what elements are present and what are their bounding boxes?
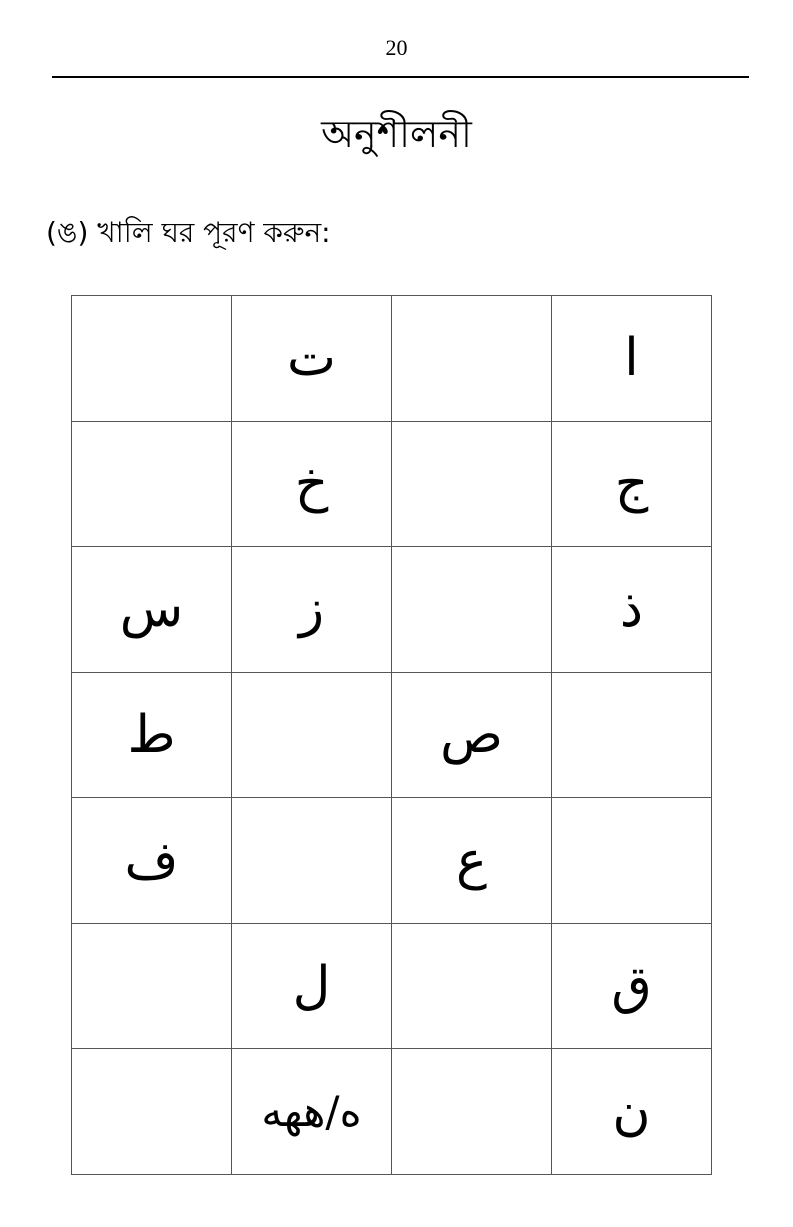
grid-cell[interactable]: ص [392, 672, 552, 798]
grid-cell[interactable]: ع [392, 798, 552, 924]
page-title: অনুশীলনী [321, 112, 472, 156]
grid-row [72, 923, 712, 1049]
grid-cell[interactable]: ق [552, 923, 712, 1049]
grid-row [72, 798, 712, 924]
grid-cell[interactable] [392, 547, 552, 673]
grid-cell[interactable]: ن [552, 1049, 712, 1175]
grid-cell[interactable]: ف [72, 798, 232, 924]
grid-cell[interactable] [72, 923, 232, 1049]
grid-cell[interactable]: ل [232, 923, 392, 1049]
grid-cell[interactable]: ا [552, 296, 712, 422]
exercise-instruction: (ঙ) খালি ঘর পূরণ করুন: [46, 216, 331, 249]
grid-cell[interactable] [72, 1049, 232, 1175]
grid-cell[interactable] [72, 296, 232, 422]
grid-cell[interactable] [392, 1049, 552, 1175]
grid-cell[interactable] [232, 798, 392, 924]
grid-cell[interactable]: ج [552, 421, 712, 547]
page-number: 20 [385, 35, 408, 60]
grid-cell[interactable]: خ [232, 421, 392, 547]
grid-cell[interactable] [552, 798, 712, 924]
grid-cell[interactable] [392, 421, 552, 547]
grid-cell[interactable]: ز [232, 547, 392, 673]
grid-cell[interactable] [392, 923, 552, 1049]
grid-cell[interactable]: س [72, 547, 232, 673]
grid-cell[interactable]: ذ [552, 547, 712, 673]
fill-in-letter-grid [71, 295, 712, 1175]
grid-row [72, 421, 712, 547]
grid-cell[interactable]: ه/ههه [232, 1049, 392, 1175]
grid-cell[interactable] [552, 672, 712, 798]
grid-cell[interactable]: ط [72, 672, 232, 798]
grid-cell[interactable] [72, 421, 232, 547]
grid-cell[interactable] [232, 672, 392, 798]
grid-cell[interactable]: ت [232, 296, 392, 422]
grid-cell[interactable] [392, 296, 552, 422]
grid-row [72, 296, 712, 422]
grid-row [72, 672, 712, 798]
grid-row [72, 1049, 712, 1175]
header-divider [52, 76, 749, 78]
grid-row [72, 547, 712, 673]
